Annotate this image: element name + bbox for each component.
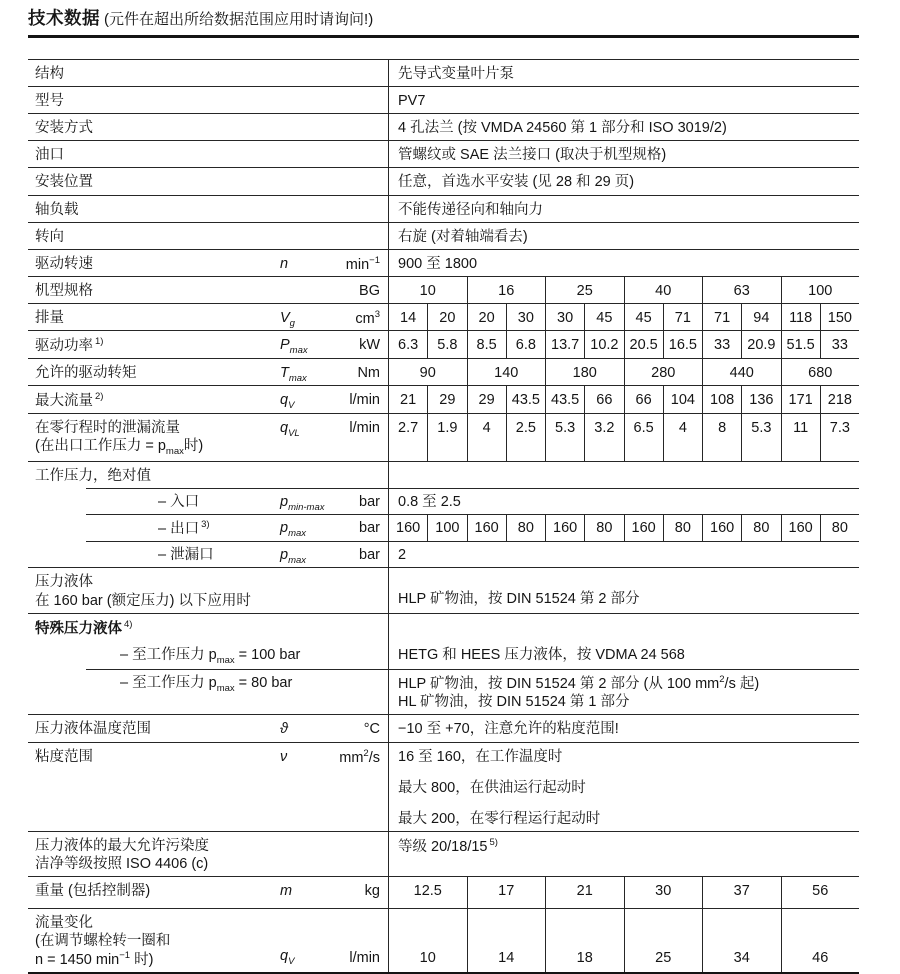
row-values — [388, 414, 859, 461]
row-value: HETG 和 HEES 压力液体，按 VDMA 24 568 — [388, 641, 859, 670]
row-unit: $\min^{-1}$ — [345, 254, 380, 273]
row-unit: $mm^2/s$ — [339, 747, 380, 766]
row-symbol: $T_{max}$ — [280, 365, 307, 384]
footnote-marker: 3) — [201, 519, 210, 531]
row-drive-speed — [28, 249, 859, 276]
value-cell: 10 — [419, 950, 436, 967]
row-value — [388, 614, 859, 641]
value-cell: 118 — [781, 304, 820, 330]
row-pressure-fluid — [28, 567, 859, 612]
row-label: 驱动功率 $^{1)}$ — [35, 336, 104, 354]
value-cell: 45 — [584, 304, 623, 330]
value-cell: 20 — [467, 304, 506, 330]
value-cell: 104 — [663, 386, 702, 413]
value-cell: 30 — [545, 304, 584, 330]
value-cell: 25 — [624, 909, 703, 972]
row-value: 16 至 160，在工作温度时 最大 800，在供油运行起动时 最大 200，在零行程运行起动时 — [388, 743, 859, 831]
value-cell: 40 — [624, 277, 703, 303]
value-cell: 33 — [820, 331, 859, 358]
value-cell: 20.5 — [624, 331, 663, 358]
row-outlet-pressure — [28, 514, 859, 541]
row-unit: bar — [359, 494, 380, 511]
row-values — [388, 877, 859, 908]
row-label: 结构 — [35, 65, 64, 82]
value-cell: 34 — [702, 909, 781, 972]
page-title-bar — [28, 8, 859, 38]
technical-data-table — [28, 59, 859, 974]
row-max-flow — [28, 385, 859, 413]
row-symbol: $q_V$ — [280, 392, 295, 412]
row-label: – 至工作压力 $p_{max} = 100$ bar — [120, 646, 301, 666]
value-cell: 56 — [781, 877, 860, 908]
value-cell: 18 — [545, 909, 624, 972]
row-drain-pressure — [28, 541, 859, 567]
row-unit: $cm^3$ — [355, 309, 380, 327]
row-value: 右旋 (对着轴端看去) — [388, 223, 859, 249]
section-header-label: 特殊压力液体 $^{4)}$ — [35, 618, 133, 637]
row-unit: Nm — [357, 365, 380, 382]
row-label: 压力液体的最大允许污染度 洁净等级按照 ISO 4406 (c) — [35, 837, 209, 873]
row-weight — [28, 876, 859, 908]
value-cell: 14 — [400, 310, 417, 326]
value-cell: 140 — [467, 359, 546, 385]
row-values — [388, 359, 859, 385]
value-cell: 160 — [396, 520, 421, 537]
value-cell: 2.5 — [506, 414, 545, 461]
value-cell: 12.5 — [413, 883, 442, 900]
row-value: 先导式变量叶片泵 — [388, 60, 859, 86]
value-cell: 71 — [663, 304, 702, 330]
row-value: 4 孔法兰 (按 VMDA 24560 第 1 部分和 ISO 3019/2) — [388, 114, 859, 140]
value-cell: 7.3 — [820, 414, 859, 461]
value-cell: 80 — [741, 514, 780, 541]
row-value: 0.8 至 2.5 — [388, 488, 859, 514]
value-cell: 6.8 — [506, 331, 545, 358]
value-cell: 21 — [545, 877, 624, 908]
value-cell: 136 — [741, 386, 780, 413]
row-values — [388, 909, 859, 972]
row-structure — [28, 60, 859, 86]
row-values — [388, 277, 859, 303]
value-cell: 218 — [820, 386, 859, 413]
row-label: 安装方式 — [35, 120, 93, 137]
row-value: 管螺纹或 SAE 法兰接口 (取决于机型规格) — [388, 141, 859, 167]
row-inlet-pressure — [28, 488, 859, 514]
value-cell: 13.7 — [545, 331, 584, 358]
value-cell: 2.7 — [398, 420, 419, 437]
value-cell: 160 — [467, 514, 506, 541]
row-rotation-direction — [28, 222, 859, 249]
value-cell: 3.2 — [584, 414, 623, 461]
value-cell: 25 — [545, 277, 624, 303]
value-cell: 10 — [419, 282, 436, 299]
row-unit: l/min — [349, 420, 380, 437]
row-label: 驱动转速 — [35, 255, 93, 272]
value-cell: 180 — [545, 359, 624, 385]
row-value: 900 至 1800 — [388, 250, 859, 276]
value-cell: 80 — [663, 514, 702, 541]
row-mounting-style — [28, 113, 859, 140]
row-value: 任意，首选水平安装 (见 28 和 29 页) — [388, 168, 859, 194]
value-cell: 440 — [702, 359, 781, 385]
row-label: 排量 — [35, 310, 64, 326]
row-symbol: $p_{min-max}$ — [280, 494, 325, 514]
row-values — [388, 331, 859, 358]
row-label: 转向 — [35, 228, 64, 245]
row-label: 最大流量 $^{2)}$ — [35, 391, 104, 410]
row-unit: kg — [364, 883, 380, 900]
value-cell: 66 — [584, 386, 623, 413]
value-cell: 160 — [781, 514, 820, 541]
row-frame-size — [28, 276, 859, 303]
row-value: 2 — [388, 541, 859, 567]
section-header-label: 工作压力，绝对值 — [35, 468, 151, 485]
row-value — [388, 462, 859, 488]
value-cell: 11 — [781, 414, 820, 461]
row-label: 流量变化 (在调节螺栓转一圈和 n = 1450 $\min^{-1}$ 时) — [35, 915, 171, 969]
value-cell: 21 — [400, 392, 417, 409]
row-label: – 至工作压力 $p_{max} = 80$ bar — [120, 675, 293, 695]
row-label: 轴负载 — [35, 201, 79, 218]
page-title: 技术数据 — [28, 8, 100, 28]
value-cell: 4 — [467, 414, 506, 461]
row-unit: °C — [363, 721, 380, 738]
value-cell: 45 — [624, 304, 663, 330]
value-cell: 5.3 — [741, 414, 780, 461]
row-symbol: ν — [280, 748, 288, 765]
value-cell: 17 — [467, 877, 546, 908]
row-symbol: $V_g$ — [280, 310, 295, 329]
value-cell: 37 — [702, 877, 781, 908]
row-viscosity-range — [28, 742, 859, 831]
value-cell: 20 — [427, 304, 466, 330]
row-label: – 入口 — [158, 494, 200, 511]
row-values — [388, 386, 859, 413]
row-flow-change — [28, 908, 859, 972]
value-cell: 150 — [820, 304, 859, 330]
row-fluid-temperature — [28, 714, 859, 741]
value-cell: 16 — [467, 277, 546, 303]
row-label: – 泄漏口 — [158, 547, 214, 564]
value-cell: 5.3 — [545, 414, 584, 461]
row-oil-ports — [28, 140, 859, 167]
row-values — [388, 514, 859, 541]
row-label: 型号 — [35, 93, 64, 109]
row-value: PV7 — [388, 87, 859, 113]
value-cell: 90 — [419, 365, 436, 382]
row-symbol: $p_{max}$ — [280, 547, 307, 567]
value-cell: 51.5 — [781, 331, 820, 358]
row-label: – 出口 $^{3)}$ — [158, 519, 210, 538]
value-cell: 66 — [624, 386, 663, 413]
row-label: 压力液体温度范围 — [35, 721, 151, 738]
value-cell: 14 — [467, 909, 546, 972]
value-cell: 43.5 — [545, 386, 584, 413]
row-unit: l/min — [349, 392, 380, 409]
row-values — [388, 304, 859, 330]
row-working-pressure-header — [28, 461, 859, 488]
value-cell: 108 — [702, 386, 741, 413]
value-cell: 46 — [781, 909, 860, 972]
row-unit: bar — [359, 520, 380, 537]
row-unit: BG — [359, 282, 380, 299]
row-symbol: n — [280, 255, 289, 272]
value-cell: 100 — [781, 277, 860, 303]
row-label: 安装位置 — [35, 174, 93, 191]
value-cell: 5.8 — [427, 331, 466, 358]
value-cell: 160 — [545, 514, 584, 541]
row-drive-torque — [28, 358, 859, 385]
page-title-note: (元件在超出所给数据范围应用时请询问!) — [104, 11, 374, 28]
row-unit: bar — [359, 547, 380, 564]
value-cell: 80 — [506, 514, 545, 541]
row-symbol: ϑ — [280, 721, 288, 738]
row-special-fluid-100bar — [28, 641, 859, 670]
row-leakage-flow — [28, 413, 859, 461]
value-cell: 71 — [702, 304, 741, 330]
value-cell: 160 — [624, 514, 663, 541]
row-drive-power — [28, 330, 859, 358]
value-cell: 680 — [781, 359, 860, 385]
value-cell: 160 — [702, 514, 741, 541]
row-value: 不能传递径向和轴向力 — [388, 196, 859, 222]
row-symbol: $P_{max}$ — [280, 337, 308, 357]
row-value: HLP 矿物油，按 DIN 51524 第 2 部分 (从 100 $mm^2/s$ 起) HL 矿物油，按 DIN 51524 第 1 部分 — [388, 669, 859, 714]
value-cell: 280 — [624, 359, 703, 385]
footnote-marker: 1) — [95, 336, 104, 348]
value-cell: 63 — [702, 277, 781, 303]
row-symbol: $p_{max}$ — [280, 520, 307, 540]
row-label: 油口 — [35, 147, 64, 164]
row-label: 粘度范围 — [35, 748, 93, 765]
value-cell: 8 — [702, 414, 741, 461]
footnote-marker: 5) — [489, 836, 498, 848]
row-unit: kW — [359, 337, 380, 354]
row-value: HLP 矿物油，按 DIN 51524 第 2 部分 — [388, 568, 859, 612]
value-cell: 6.5 — [624, 414, 663, 461]
footnote-marker: 4) — [124, 618, 133, 630]
value-cell: 6.3 — [398, 337, 419, 354]
row-unit: l/min — [349, 950, 380, 967]
row-symbol: $q_V$ — [280, 947, 295, 967]
row-label: 在零行程时的泄漏流量 (在出口工作压力 = $p_{max}$时) — [35, 420, 204, 458]
row-value: −10 至 +70，注意允许的粘度范围! — [388, 715, 859, 741]
row-symbol: $q_{VL}$ — [280, 420, 300, 440]
value-cell: 94 — [741, 304, 780, 330]
value-cell: 100 — [427, 514, 466, 541]
value-cell: 29 — [467, 386, 506, 413]
value-cell: 20.9 — [741, 331, 780, 358]
value-cell: 80 — [820, 514, 859, 541]
row-model — [28, 86, 859, 113]
value-cell: 8.5 — [467, 331, 506, 358]
row-value: 等级 20/18/15 $^{5)}$ — [388, 832, 859, 876]
row-special-fluid-header — [28, 613, 859, 641]
row-contamination — [28, 831, 859, 876]
row-displacement — [28, 303, 859, 330]
row-symbol — [280, 277, 328, 303]
row-shaft-load — [28, 195, 859, 222]
row-label: 机型规格 — [35, 282, 93, 299]
value-cell: 10.2 — [584, 331, 623, 358]
value-cell: 33 — [702, 331, 741, 358]
datasheet-page — [28, 0, 859, 974]
value-cell: 80 — [584, 514, 623, 541]
value-cell: 30 — [624, 877, 703, 908]
value-cell: 29 — [427, 386, 466, 413]
footnote-marker: 2) — [95, 391, 104, 403]
value-cell: 43.5 — [506, 386, 545, 413]
value-cell: 1.9 — [427, 414, 466, 461]
row-special-fluid-80bar — [28, 669, 859, 714]
value-cell: 4 — [663, 414, 702, 461]
value-cell: 171 — [781, 386, 820, 413]
row-label: 压力液体 在 160 bar (额定压力) 以下应用时 — [35, 574, 251, 609]
row-label: 允许的驱动转矩 — [35, 365, 137, 382]
value-cell: 16.5 — [663, 331, 702, 358]
row-mounting-position — [28, 167, 859, 194]
row-symbol: m — [280, 883, 293, 900]
row-label: 重量 (包括控制器) — [35, 883, 151, 900]
value-cell: 30 — [506, 304, 545, 330]
